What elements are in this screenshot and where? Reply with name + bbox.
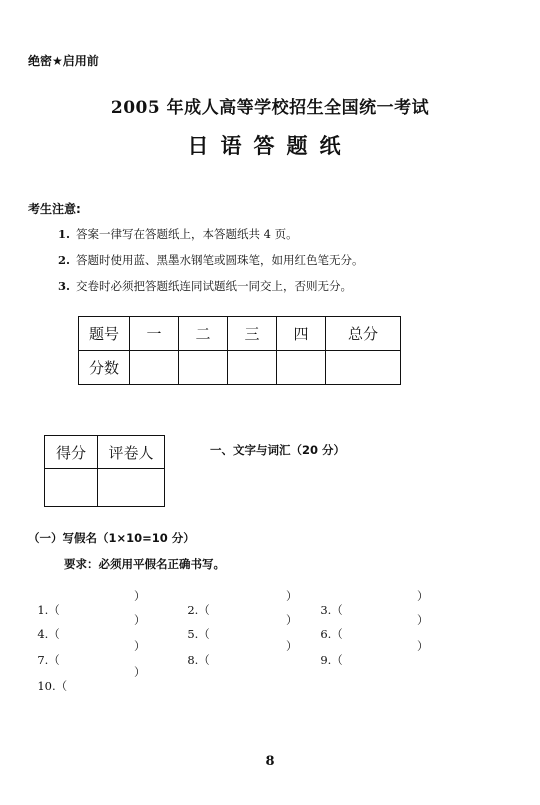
answer-open-paren: （ [48,627,60,641]
score-header-cell: 三 [228,317,277,351]
answer-close-paren: ） [286,613,298,627]
page-number: 8 [265,754,275,769]
answer-close-paren: ） [134,613,146,627]
answer-number: 3. [320,603,332,617]
grader-table-entry-row [45,469,165,507]
answer-close-paren: ） [134,589,146,603]
note-text: 交卷时必须把答题纸连同试题纸一同交上，否则无分。 [76,279,353,293]
score-table-header-row [79,317,401,351]
answer-close-paren: ） [286,639,298,653]
grader-signature-cell[interactable] [98,469,165,507]
score-header-cell: 总分 [326,317,401,351]
answer-number: 8. [187,653,199,667]
grader-header-cell: 评卷人 [98,436,165,469]
score-header-cell: 四 [277,317,326,351]
answer-number: 10. [37,679,56,693]
answer-number: 4. [37,627,49,641]
score-header-cell: 二 [179,317,228,351]
note-text: 答题时使用蓝、黑墨水钢笔或圆珠笔，如用红色笔无分。 [76,253,364,267]
confidential-label: 绝密★启用前 [28,54,99,68]
score-row-label: 分数 [79,351,130,385]
answer-item [30,664,146,708]
score-header-cell: 题号 [79,317,130,351]
answer-number: 1. [37,603,49,617]
grader-table-header-row [45,436,165,469]
note-item [58,278,352,294]
exam-title: 2005 年成人高等学校招生全国统一考试 [110,98,430,118]
answer-close-paren: ） [417,589,429,603]
score-cell[interactable] [228,351,277,385]
answer-open-paren: （ [48,603,60,617]
requirement-text: 要求：必须用平假名正确书写。 [64,557,225,571]
answer-close-paren: ） [134,665,146,679]
notes-heading: 考生注意: [28,202,81,216]
answer-sheet-title: 日语答题纸 [187,134,353,158]
answer-open-paren: （ [55,679,68,693]
answer-item [180,638,298,682]
answer-number: 7. [37,653,49,667]
note-number: 2. [58,253,71,267]
answer-open-paren: （ [331,603,343,617]
score-cell[interactable] [277,351,326,385]
answer-open-paren: （ [331,653,343,667]
grader-header-cell: 得分 [45,436,98,469]
score-table-score-row [79,351,401,385]
section-score-cell[interactable] [45,469,98,507]
note-item [58,252,364,268]
note-number: 1. [58,227,71,241]
answer-open-paren: （ [198,627,210,641]
score-table [78,316,401,385]
answer-close-paren: ） [417,613,429,627]
answer-open-paren: （ [198,603,210,617]
answer-item [313,638,429,682]
note-number: 3. [58,279,71,293]
note-text: 答案一律写在答题纸上，本答题纸共 4 页。 [76,227,298,241]
answer-open-paren: （ [331,627,343,641]
answer-open-paren: （ [198,653,210,667]
section-title: 一、文字与词汇（20 分） [210,443,346,457]
answer-close-paren: ） [134,639,146,653]
note-item [58,226,298,242]
answer-number: 5. [187,627,199,641]
total-score-cell[interactable] [326,351,401,385]
grader-table [44,435,165,507]
score-header-cell: 一 [130,317,179,351]
answer-close-paren: ） [286,589,298,603]
score-cell[interactable] [179,351,228,385]
answer-number: 6. [320,627,332,641]
score-cell[interactable] [130,351,179,385]
answer-number: 9. [320,653,332,667]
answer-close-paren: ） [417,639,429,653]
answer-number: 2. [187,603,199,617]
subsection-title: （一）写假名（1×10=10 分） [28,531,195,545]
answer-open-paren: （ [48,653,60,667]
